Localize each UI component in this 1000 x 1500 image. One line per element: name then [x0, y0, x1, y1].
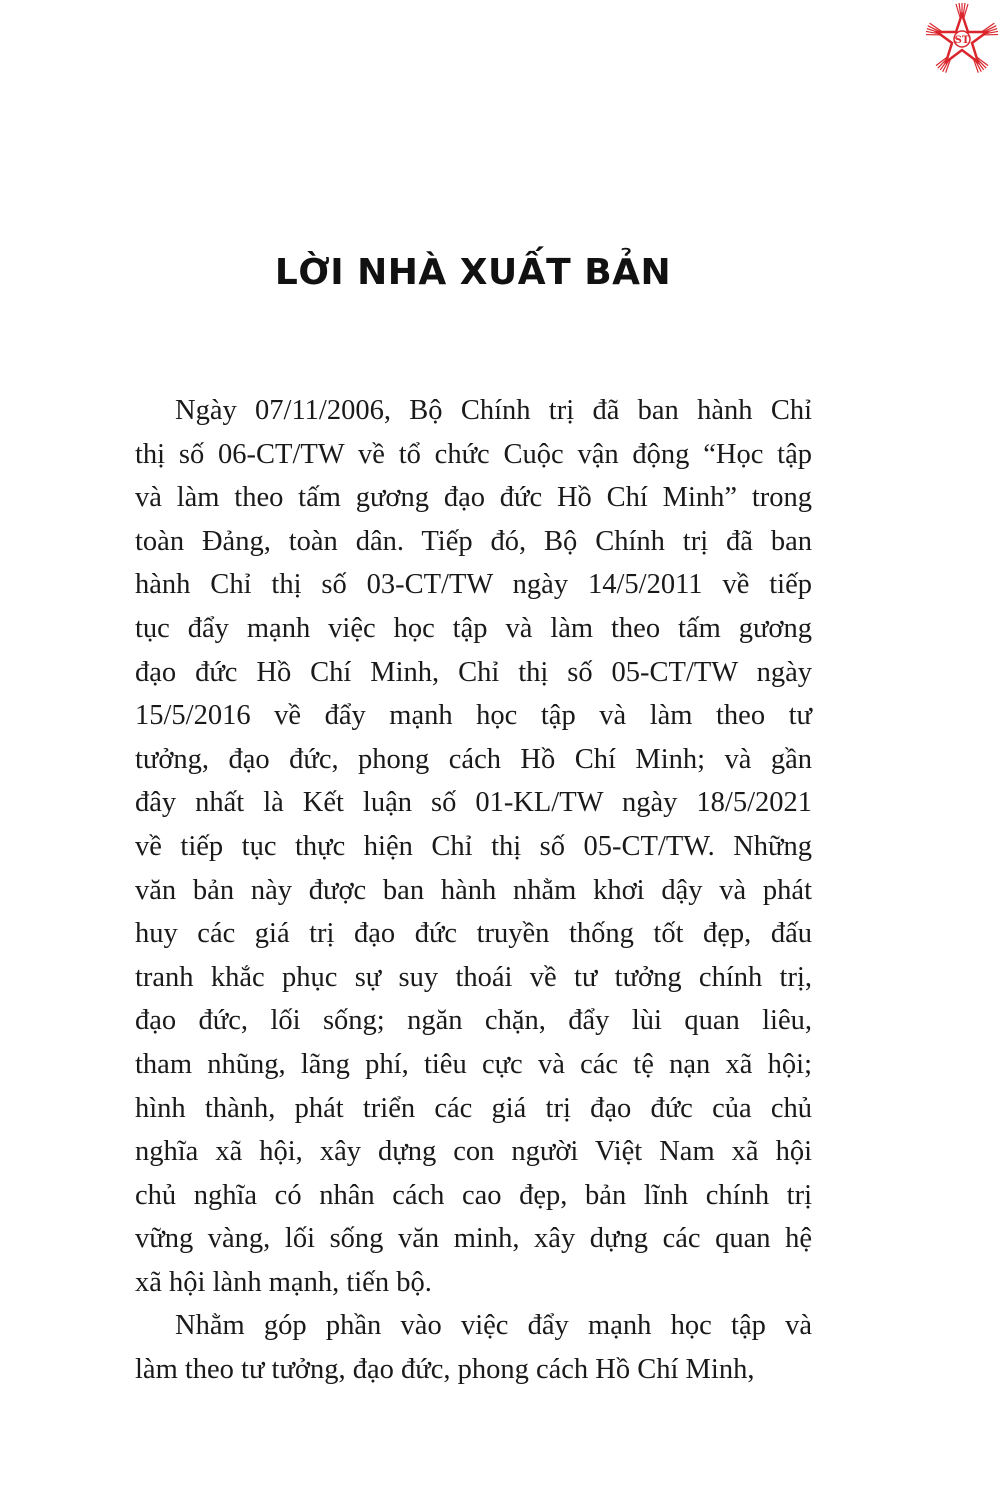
body-text [135, 389, 812, 1392]
text-line: nghĩa xã hội, xây dựng con người Việt Nam xã hội [135, 1136, 812, 1168]
text-line: Nhằm góp phần vào việc đẩy mạnh học tập và [175, 1310, 812, 1342]
text-line: tục đẩy mạnh việc học tập và làm theo tấm gương [135, 612, 812, 644]
text-line: đạo đức, lối sống; ngăn chặn, đẩy lùi quan liêu, [135, 1005, 812, 1037]
text-line: làm theo tư tưởng, đạo đức, phong cách Hồ Chí Minh, [135, 1354, 755, 1386]
star-logo-icon [926, 2, 998, 74]
text-line: toàn Đảng, toàn dân. Tiếp đó, Bộ Chính trị đã ban [135, 525, 812, 557]
text-line: vững vàng, lối sống văn minh, xây dựng các quan hệ [135, 1223, 812, 1255]
text-line: hình thành, phát triển các giá trị đạo đức của chủ [135, 1092, 812, 1124]
text-line: tưởng, đạo đức, phong cách Hồ Chí Minh; và gần [135, 743, 812, 775]
page-title: LỜI NHÀ XUẤT BẢN [274, 252, 672, 293]
text-line: tranh khắc phục sự suy thoái về tư tưởng chính trị, [135, 961, 812, 993]
publisher-logo [926, 2, 998, 74]
text-line: xã hội lành mạnh, tiến bộ. [135, 1266, 432, 1298]
text-line: đạo đức Hồ Chí Minh, Chỉ thị số 05-CT/TW ngày [135, 656, 812, 688]
text-line: thị số 06-CT/TW về tổ chức Cuộc vận động “Học tập [135, 438, 812, 470]
text-line: và làm theo tấm gương đạo đức Hồ Chí Minh” trong [135, 482, 812, 514]
logo-text: ST [954, 35, 970, 46]
text-line: chủ nghĩa có nhân cách cao đẹp, bản lĩnh chính trị [135, 1179, 812, 1211]
text-line: tham nhũng, lãng phí, tiêu cực và các tệ nạn xã hội; [135, 1048, 812, 1080]
text-line: huy các giá trị đạo đức truyền thống tốt đẹp, đấu [135, 918, 812, 950]
text-line: đây nhất là Kết luận số 01-KL/TW ngày 18/5/2021 [135, 787, 812, 819]
text-line: về tiếp tục thực hiện Chỉ thị số 05-CT/TW. Những [135, 830, 812, 862]
text-line: văn bản này được ban hành nhằm khơi dậy và phát [135, 874, 812, 906]
text-line: Ngày 07/11/2006, Bộ Chính trị đã ban hành Chỉ [175, 395, 812, 426]
text-line: hành Chỉ thị số 03-CT/TW ngày 14/5/2011 về tiếp [135, 569, 812, 601]
text-line: 15/5/2016 về đẩy mạnh học tập và làm theo tư [135, 700, 812, 732]
